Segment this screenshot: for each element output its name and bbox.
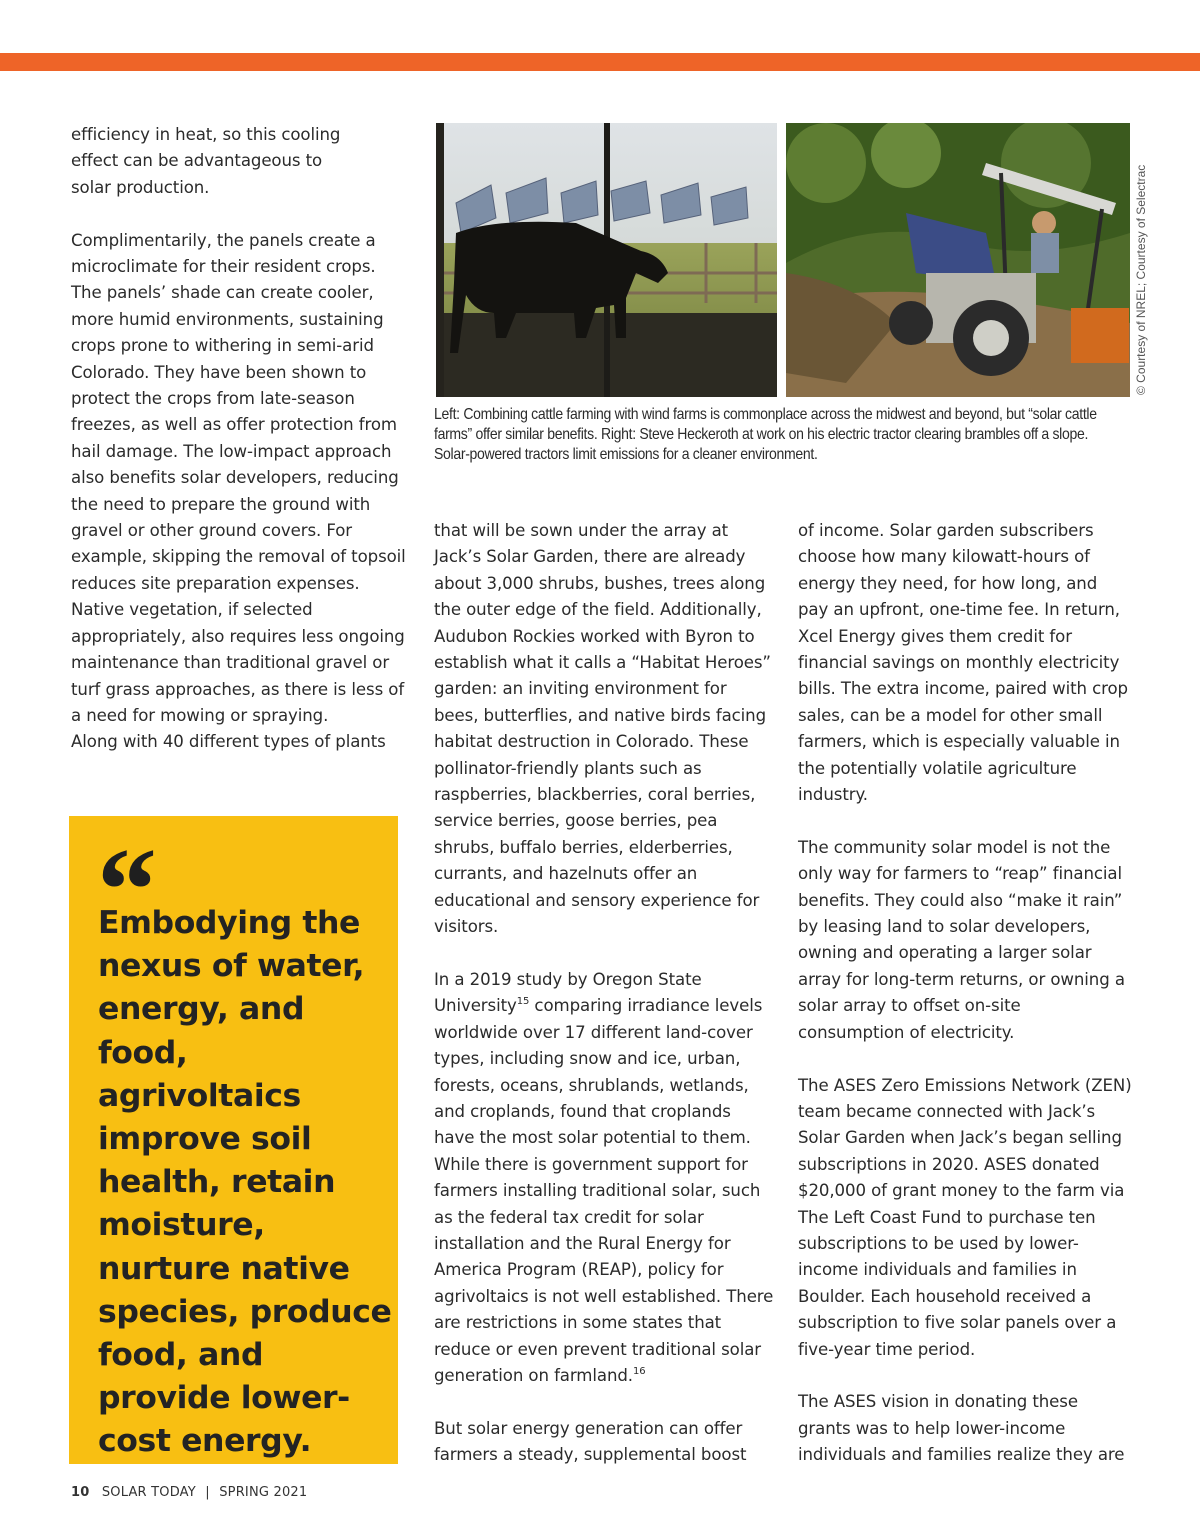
right-paragraph-4: The ASES vision in donating these grants was to help lower-income individuals and families realize they are [798,1392,1125,1465]
issue-name: SPRING 2021 [219,1485,308,1500]
tractor-photo-icon [786,123,1130,397]
footer-separator: | [205,1485,210,1500]
photo-caption: Left: Combining cattle farming with wind farms is commonplace across the midwest and beyond, but “solar cattle farms” offer similar benefits. Right: Steve Heckeroth at work on his electric tractor clearing brambles off a slope. Solar-powered tractors limit emissions for a cleaner environment. [434,406,1097,463]
right-paragraph-3: The ASES Zero Emissions Network (ZEN) team became connected with Jack’s Solar Garden when Jack’s began selling subscriptions in 2020. ASES donated $20,000 of grant money to the farm via The Left Coast Fund to purchase ten subscriptions to be used by lower-income individuals and families in Boulder. Each household received a subscription to five solar panels over a five-year time period. [798,1075,1132,1359]
quote-mark-icon: “ [97,823,157,956]
middle-column [434,518,774,1495]
middle-paragraph-3: But solar energy generation can offer farmers a steady, supplemental boost [434,1418,747,1465]
left-paragraph-3: Along with 40 different types of plants [71,732,386,752]
middle-paragraph-2 [434,967,774,1390]
middle-paragraph-2-body: comparing irradiance levels worldwide over 17 different land-cover types, including snow and ice, urban, forests, oceans, shrublands, wetlands, and croplands, found that croplands have the most solar potential to them. While there is government support for farmers installing traditional solar, such as the federal tax credit for solar installation and the Rural Energy for America Program (REAP), policy for agrivoltaics is not well established. There are restrictions in some states that reduce or even prevent traditional solar generation on farmland. [434,996,774,1385]
pull-quote-text: Embodying the nexus of water, energy, and food, agrivoltaics improve soil health, retain moisture, nurture native species, produce food, and provide lower-cost energy. [98,905,392,1460]
left-paragraph-2: Complimentarily, the panels create a microclimate for their resident crops. The panels’ shade can create cooler, more humid environments, sustaining crops prone to withering in semi-arid Colorado. They have been shown to protect the crops from late-season freezes, as well as offer protection from hail damage. The low-impact approach also benefits solar developers, reducing the need to prepare the ground with gravel or other ground covers. For example, skipping the removal of topsoil reduces site preparation expenses. Native vegetation, if selected appropriately, also requires less ongoing maintenance than traditional gravel or turf grass approaches, as there is less of a need for mowing or spraying. [71,230,406,725]
middle-paragraph-1: that will be sown under the array at Jack’s Solar Garden, there are already about 3,000 shrubs, bushes, trees along the outer edge of the field. Additionally, Audubon Rockies worked with Byron to establish what it calls a “Habitat Heroes” garden: an inviting environment for bees, butterflies, and native birds facing habitat destruction in Colorado. These pollinator-friendly plants such as raspberries, blackberries, coral berries, service berries, goose berries, pea shrubs, buffalo berries, elderberries, currants, and hazelnuts offer an educational and sensory experience for visitors. [434,521,771,937]
footnote-ref-16: 16 [632,1365,646,1377]
page-footer [71,1485,307,1500]
footnote-ref-15: 15 [516,996,530,1008]
right-column [798,518,1132,1495]
right-paragraph-2: The community solar model is not the only way for farmers to “reap” financial benefits. They could also “make it rain” by leasing land to solar developers, owning and operating a larger solar array for long-term returns, or owning a solar array to offset on-site consumption of electricity. [798,837,1125,1042]
page-number: 10 [71,1485,90,1500]
middle-paragraph-2-start: In a 2019 study by Oregon State University [434,969,702,1016]
right-paragraph-1: of income. Solar garden subscribers choose how many kilowatt-hours of energy they need, for how long, and pay an upfront, one-time fee. In return, Xcel Energy gives them credit for financial savings on monthly electricity bills. The extra income, paired with crop sales, can be a model for other small farmers, which is especially valuable in the potentially volatile agriculture industry. [798,521,1128,805]
cattle-photo-icon [436,123,777,397]
left-column [71,122,406,782]
photo-credit: © Courtesy of NREL; Courtesy of Selectrac [1134,164,1148,395]
left-paragraph-1: efficiency in heat, so this cooling effect can be advantageous to solar production. [71,125,341,197]
tractor-photo [786,123,1130,397]
publication-name: SOLAR TODAY [101,1485,196,1500]
top-accent-bar [0,53,1200,71]
cattle-photo [436,123,777,397]
